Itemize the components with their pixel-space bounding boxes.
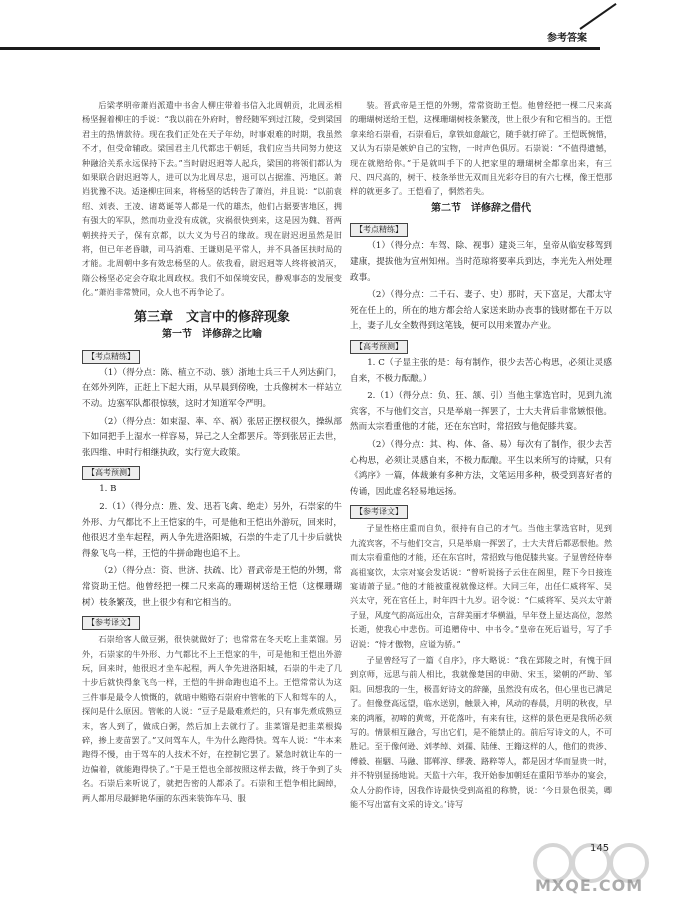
chapter-title: 第三章 文言中的修辞现象 [133,309,290,325]
page-header [0,0,675,50]
paragraph: 1. B [99,484,117,495]
header-rule [0,47,600,50]
section-tag: 【参考译文】 [82,616,140,630]
paragraph: （2）（得分点：如束湿、率、卒、祸）张居正摆权很久，操纵部下如同把手上湿水一样容易，异己之人全都罢斥。等到张居正去世，张四维、申时行相继执政，实行宽大政策。 [82,416,342,458]
right-column [350,98,612,813]
paragraph: 装。晋武帝是王恺的外甥，常常资助王恺。他曾经把一棵二尺来高的珊瑚树送给王恺，这棵珊瑚树枝条繁茂，世上很少有和它相当的。王恺拿来给石崇看，石崇看后，拿铁如意敲它，随手就打碎了。王恺既惋惜，又认为石崇是嫉妒自己的宝物，一时声色俱厉。石崇说：“不值得遗憾，现在就赔给你。”于是就叫手下的人把家里的珊瑚树全都拿出来，有三尺、四尺高的，树干、枝条举世无双而且光彩夺目的有六七棵，像王恺那样的就更多了。王恺看了，惘然若失。 [350,100,613,197]
paragraph: 石崇给客人做豆粥，很快就做好了；也常常在冬天吃上韭菜馏。另外，石崇家的牛外形、力气都比不上王恺家的牛，可是他和王恺出外游玩，回来时，他很迟才坐车起程，两人争先进洛阳城，石崇的牛走了几十步后就快得象飞鸟一样，王恺的牛拼命跑也追不上。王恺常常认为这三件事是最令人愤慨的，就暗中贿赂石崇府中管帐的下人和驾车的人，探问是什么原因。管帐的人说：“豆子是最难煮烂的，只有事先煮成熟豆末，客人到了，做成白粥，然后加上去就行了。韭菜馏是把韭菜根捣碎，掺上麦苗罢了。”又问驾车人，牛为什么跑得快。驾车人说：“牛本来跑得不慢，由于驾车的人技术不好，在控制它罢了。紧急时就让车的一边偏着，就能跑得快了。”于是王恺也全部按照这样去做，终于争到了头名。石崇后来听说了，就把告密的人都杀了。石崇和王恺争相比阔绰，两人都用尽最鲜艳华丽的东西来装饰车马、服 [82,634,342,803]
header-rule-tail [579,3,616,30]
header-title: 参考答案 [547,33,587,44]
section-tag-row [350,337,612,356]
paragraph: 后梁孝明帝萧岿派遣中书舍人柳庄带着书信入北周朝贡，北周丞相杨坚握着柳庄的手说：“我以前在外府时，曾经随军到过江陵，受到梁国君主的热情款待。现在我们正处在天子年幼，时事艰难的时期，我虽然不才，但受命辅政。梁国君主几代都忠于朝廷，我们应当共同努力使这种融洽关系永远保持下去。”当时尉迟迥等人起兵，梁国的将领们都认为如果联合尉迟迥等人，进可以为北周尽忠，退可以占据淮、沔地区。萧岿犹豫不决。适逢柳庄回来，将杨坚的话转告了萧岿，并且说：“以前袁绍、刘表、王凌、诸葛诞等人都是一代的雄杰，他们占据要害地区，拥有强大的军队，然而功业没有成就，灾祸很快到来，这是因为魏、晋两朝挟持天子，保有京都，以大义为号召的缘故。现在尉迟迥虽然是旧将，但已年老昏聩，司马消难、王谦则是平常人，并不具备匡扶时局的才能。北周朝中多有效忠杨坚的人。依我看，尉迟迥等人终将被消灭，隋公杨坚必定会夺取北周政权。我们不如保境安民，静观事态的发展变化。”萧岿非常赞同，众人也不再争论了。 [82,100,342,298]
section-tag-row [350,502,612,521]
paragraph: （2）（得分点：资、世济、扶疏、比）晋武帝是王恺的外甥，常常资助王恺。他曾经把一棵二尺来高的珊瑚树送给王恺（这棵珊瑚树）枝条繁茂，世上很少有和它相当的。 [82,566,342,608]
section-title: 第二节 详修辞之借代 [431,202,531,214]
paragraph: 2.（1）（得分点：负、狂、颔、引）当他主掌选官时，见到九流宾客，不与他们交言，只是举扇一挥罢了，士大夫背后非常嫉恨他。然而太宗看重他的才能，还在东宫时，常招致与他促膝共宴。 [350,391,612,433]
paragraph: 子显性格庄重而自负，很持有自己的才气。当他主掌选官时，见到九流宾客，不与他们交言，只是举扇一挥罢了，士大夫背后都恶恨他。然而太宗看重他的才能，还在东宫时，常招致与他促膝共宴。子显曾经侍奉高祖宴饮，太宗对宴会发话说：“曾听说扬子云住在阁里，陛下今日接连宴请萧子显。”他的才能被重视就像这样。大同三年，出任仁威将军、吴兴太守，死在官任上，时年四十九岁。诏令说：“仁威将军、吴兴太守萧子显，风度气韵高远出众，言辞美丽才华横溢，早年登上显达高位，忽然长逝，使我心中悲伤。可追赠侍中、中书令。”皇帝在死后谥号，写了手诏说：“恃才傲物，应谥为骄。” [350,523,613,649]
paragraph: （1）（得分点：车驾、除、视事）建炎三年，皇帝从临安移驾到建康，提拔他为宣州知州。当时范琼将要率兵到达，李光先入州处理政事。 [350,241,612,283]
paragraph: （2）（得分点：二千石、妻子、史）那时，天下富足，大郡太守死在任上的，所在的地方都会给人家送来助办丧事的钱财都在千万以上，妻子儿女全数得到这笔钱，便可以用来置办产业。 [350,290,612,332]
section-tag-row [350,220,612,239]
left-column [82,98,342,807]
paragraph: 子显曾经写了一篇《自序》，序大略说：“我在郢陵之时，有愧于回到京师，远思与前人相比，我就像楚国的申勋、宋玉，梁朝的严助、邹阳。回想我的一生，极喜好诗文的辞藻，虽然没有成名，但心里也已满足了。但像登高远望，临水送别，触景入神，风动的春晨，月明的秋夜，早来的鸿雁，初啼的黄莺，开花落叶，有来有往，这样的景色更是我所必须写的。情景相互融合，写出它们，是不能禁止的。前后写诗文的人，不可胜记。至于像何逊、刘孝绰、刘孺、陆倕、王籍这样的人，他们的贵涉、傅毅、崔駰、马融、邯郸淳、缪袭、路粹等人，都是因才华而显贵一时，并不特别显扬地说。天监十六年，我开始参加朝廷在重阳节举办的宴会，众人分韵作诗，因我作诗最快受到高祖的称赞，说：‘今日景色很美，卿能不写出富有文采的诗文。’诗写 [350,655,613,810]
watermark-text: MXQE.COM [535,876,644,895]
section-tag-row [82,347,342,366]
paragraph: （1）（得分点：陈、植立不动、骇）浙地士兵三千人列达蓟门，在郊外列阵，正赶上下起大雨，从早晨到傍晚，士兵像树木一样站立不动。边塞军队都很惊骇，这时才知道军令严明。 [82,367,342,410]
section-tag: 【考点精练】 [350,223,408,237]
page-number: 145 [590,843,610,854]
section-tag: 【高考预测】 [350,340,408,354]
section-tag-row [82,613,342,632]
section-title: 第一节 详修辞之比喻 [162,329,262,341]
section-tag-row [82,463,342,482]
paragraph: 1. C（子显主张的是：每有制作，很少去苦心构思，必须让灵感自来，不极力酝酿。） [350,358,612,384]
section-tag: 【参考译文】 [350,505,408,519]
section-tag: 【高考预测】 [82,466,140,480]
paragraph: （2）（得分点：其、构、体、备、易）每次有了制作，很少去苦心构思，必须让灵感自来，不极力酝酿。平生以来所写的诗赋，只有《鸿序》一篇，体裁兼有多种方法，文笔运用多种，极受到喜好者的传诵，因此虚名轻易地远扬。 [350,439,612,497]
paragraph: 2.（1）（得分点：胜、发、迅若飞禽、绝走）另外，石崇家的牛外形、力气都比不上王恺家的牛，可是他和王恺出外游玩，回来时，他很迟才坐车起程，两人争先进洛阳城，石崇的牛走了几十步后就快得象飞鸟一样，王恺的牛拼命跑也追不上。 [82,502,342,559]
section-tag: 【考点精练】 [82,350,140,364]
